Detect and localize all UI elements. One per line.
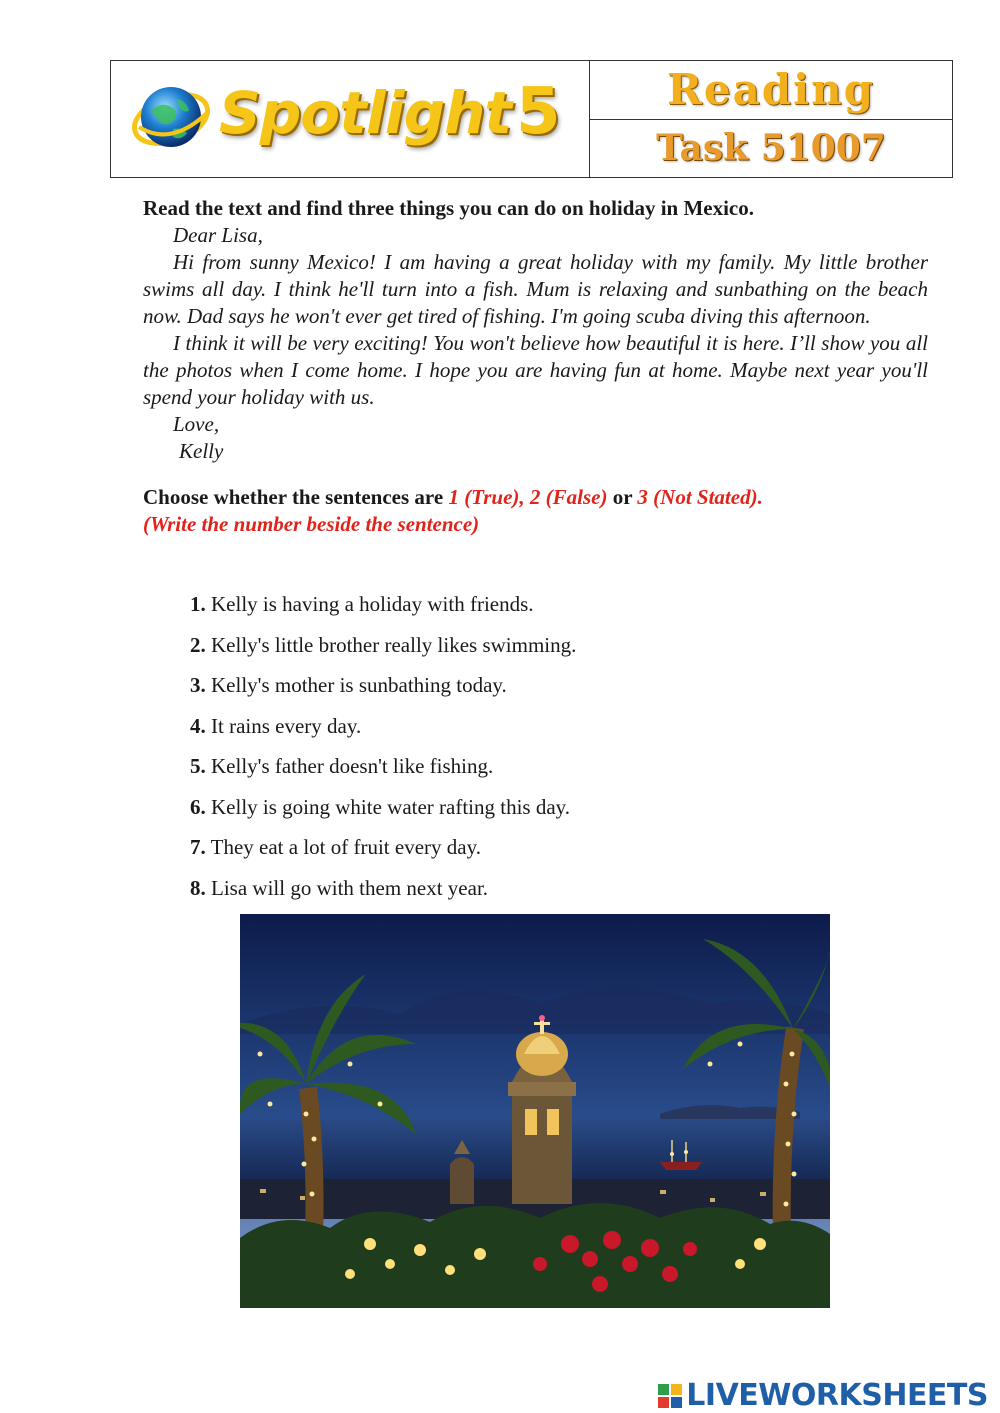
choose-lead: Choose whether the sentences are (143, 485, 444, 509)
letter-greeting: Dear Lisa, (173, 223, 263, 247)
badge-square (671, 1384, 682, 1395)
question-text: Kelly's father doesn't like fishing. (211, 754, 494, 778)
liveworksheets-badge-icon (658, 1384, 682, 1408)
liveworksheets-brand: LIVEWORKSHEETS (686, 1378, 988, 1413)
question-number: 5. (190, 754, 206, 778)
question-number: 6. (190, 794, 206, 819)
globe-icon (129, 75, 213, 159)
page-title: Reading (666, 65, 876, 115)
letter-signature: Kelly (179, 439, 224, 463)
question-item (190, 874, 576, 915)
logo-word: Spotlight (219, 79, 512, 147)
logo-number: 5 (516, 75, 561, 149)
letter-closing: Love, (173, 412, 220, 436)
letter-paragraph: Hi from sunny Mexico! I am having a great holiday with my family. My little brother swims all day. I think he'll turn into a fish. Mum is relaxing and sunbathing on the beach now. Dad says he won't ever get tired of fishing. I'm going scuba diving this afternoon. (143, 250, 928, 328)
task-number: Task 51007 (656, 127, 886, 170)
question-number: 1. (190, 592, 206, 616)
question-item (190, 590, 576, 631)
question-text: Kelly's mother is sunbathing today. (211, 673, 507, 697)
choose-or: or (612, 485, 633, 509)
question-item (190, 631, 576, 672)
badge-square (658, 1384, 669, 1395)
choose-option-true-false: 1 (True), 2 (False) (448, 485, 608, 509)
question-item (190, 671, 576, 712)
choose-note: (Write the number beside the sentence) (143, 512, 480, 536)
letter (143, 222, 928, 465)
question-text: Kelly is having a holiday with friends. (211, 592, 534, 616)
question-item (190, 712, 576, 753)
badge-square (658, 1397, 669, 1408)
question-number: 8. (190, 875, 206, 900)
title-cell (590, 61, 952, 177)
question-item (190, 752, 576, 793)
question-item (190, 793, 576, 834)
question-number: 7. (190, 835, 206, 859)
question-text: Kelly is going white water rafting this day. (211, 794, 571, 819)
letter-paragraph: I think it will be very exciting! You won't believe how beautiful it is here. I’ll show you all the photos when I come home. I hope you are having fun at home. Maybe next year you'll spend your holiday with us. (143, 331, 928, 409)
question-number: 2. (190, 632, 206, 657)
question-text: Lisa will go with them next year. (211, 875, 489, 900)
question-list (190, 590, 576, 914)
reading-section (143, 195, 928, 538)
choose-option-not-stated: 3 (Not Stated). (637, 485, 763, 509)
liveworksheets-logo (658, 1378, 988, 1413)
question-text: Kelly's little brother really likes swimming. (211, 632, 577, 657)
worksheet-header (110, 60, 953, 178)
mexico-night-photo (240, 914, 830, 1308)
spotlight-logo (111, 61, 590, 177)
question-text: It rains every day. (211, 713, 362, 738)
reading-instruction: Read the text and find three things you can do on holiday in Mexico. (143, 196, 754, 220)
question-item (190, 833, 576, 874)
question-number: 4. (190, 713, 206, 738)
question-text: They eat a lot of fruit every day. (210, 835, 481, 859)
badge-square (671, 1397, 682, 1408)
question-number: 3. (190, 673, 206, 697)
choose-instruction (143, 484, 928, 511)
